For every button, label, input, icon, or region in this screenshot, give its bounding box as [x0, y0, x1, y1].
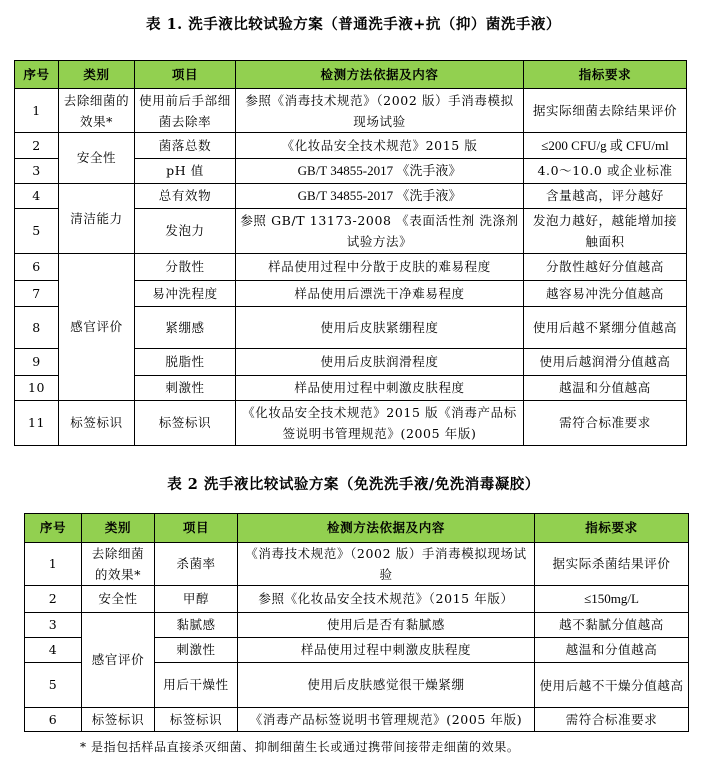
category-cell: 安全性 [59, 133, 135, 184]
method-cell: 参照 GB/T 13173-2008 《表面活性剂 洗涤剂试验方法》 [236, 209, 524, 254]
header-category: 类别 [59, 61, 135, 89]
item-cell: 脱脂性 [135, 349, 236, 376]
header-method: 检测方法依据及内容 [236, 61, 524, 89]
row-no: 1 [15, 89, 59, 133]
requirement-cell: 需符合标准要求 [535, 708, 689, 732]
table1 [14, 60, 687, 446]
requirement-cell: ≤150mg/L [535, 586, 689, 613]
method-cell: 《消毒产品标签说明书管理规范》(2005 年版) [238, 708, 535, 732]
requirement-cell: 分散性越好分值越高 [524, 254, 687, 281]
item-cell: 使用前后手部细菌去除率 [135, 89, 236, 133]
item-cell: 刺激性 [155, 638, 238, 663]
table-row [25, 586, 689, 613]
table2 [24, 513, 689, 732]
row-no: 4 [25, 638, 82, 663]
item-cell: 易冲洗程度 [135, 281, 236, 307]
item-cell: 杀菌率 [155, 543, 238, 586]
table2-title: 表 2 洗手液比较试验方案（免洗洗手液/免洗消毒凝胶） [167, 476, 540, 493]
row-no: 11 [15, 401, 59, 446]
header-item: 项目 [135, 61, 236, 89]
method-cell: 《化妆品安全技术规范》2015 版《消毒产品标签说明书管理规范》(2005 年版) [236, 401, 524, 446]
requirement-cell: 使用后越润滑分值越高 [524, 349, 687, 376]
table-row [25, 543, 689, 586]
category-cell: 去除细菌的效果* [59, 89, 135, 133]
method-cell: 样品使用后漂洗干净难易程度 [236, 281, 524, 307]
method-cell: 使用后皮肤紧绷程度 [236, 307, 524, 349]
item-cell: 标签标识 [135, 401, 236, 446]
row-no: 8 [15, 307, 59, 349]
table2-header-row [25, 514, 689, 543]
row-no: 4 [15, 184, 59, 209]
requirement-cell: 据实际杀菌结果评价 [535, 543, 689, 586]
method-cell: 样品使用过程中刺激皮肤程度 [236, 376, 524, 401]
requirement-cell: 据实际细菌去除结果评价 [524, 89, 687, 133]
row-no: 9 [15, 349, 59, 376]
item-cell: 发泡力 [135, 209, 236, 254]
category-cell: 标签标识 [82, 708, 155, 732]
category-cell: 去除细菌的效果* [82, 543, 155, 586]
method-cell: GB/T 34855-2017 《洗手液》 [236, 184, 524, 209]
header-no: 序号 [25, 514, 82, 543]
item-cell: 刺激性 [135, 376, 236, 401]
table-row [15, 89, 687, 133]
category-cell: 感官评价 [82, 613, 155, 708]
row-no: 3 [15, 159, 59, 184]
requirement-cell: 发泡力越好，越能增加接触面积 [524, 209, 687, 254]
table1-header-row [15, 61, 687, 89]
requirement-cell: 越温和分值越高 [535, 638, 689, 663]
item-cell: 黏腻感 [155, 613, 238, 638]
method-cell: 参照《消毒技术规范》（2002 版）手消毒模拟现场试验 [236, 89, 524, 133]
table-row [15, 401, 687, 446]
row-no: 6 [25, 708, 82, 732]
requirement-cell: ≤200 CFU/g 或 CFU/ml [524, 133, 687, 159]
requirement-cell: 越不黏腻分值越高 [535, 613, 689, 638]
requirement-cell: 使用后越不干燥分值越高 [535, 663, 689, 708]
row-no: 2 [25, 586, 82, 613]
requirement-cell: 需符合标准要求 [524, 401, 687, 446]
table-row [15, 254, 687, 281]
header-item: 项目 [155, 514, 238, 543]
category-cell: 标签标识 [59, 401, 135, 446]
row-no: 7 [15, 281, 59, 307]
item-cell: 分散性 [135, 254, 236, 281]
method-cell: GB/T 34855-2017 《洗手液》 [236, 159, 524, 184]
category-cell: 清洁能力 [59, 184, 135, 254]
table-row [15, 133, 687, 159]
row-no: 5 [25, 663, 82, 708]
row-no: 6 [15, 254, 59, 281]
item-cell: 甲醇 [155, 586, 238, 613]
table-row [25, 708, 689, 732]
footnote: * 是指包括样品直接杀灭细菌、抑制细菌生长或通过携带间接带走细菌的效果。 [80, 740, 520, 754]
item-cell: 菌落总数 [135, 133, 236, 159]
row-no: 10 [15, 376, 59, 401]
requirement-cell: 使用后越不紧绷分值越高 [524, 307, 687, 349]
item-cell: 用后干燥性 [155, 663, 238, 708]
row-no: 1 [25, 543, 82, 586]
row-no: 2 [15, 133, 59, 159]
row-no: 5 [15, 209, 59, 254]
method-cell: 使用后皮肤感觉很干燥紧绷 [238, 663, 535, 708]
method-cell: 样品使用过程中刺激皮肤程度 [238, 638, 535, 663]
category-cell: 感官评价 [59, 254, 135, 401]
header-requirement: 指标要求 [524, 61, 687, 89]
requirement-cell: 越温和分值越高 [524, 376, 687, 401]
table1-title: 表 1. 洗手液比较试验方案（普通洗手液+抗（抑）菌洗手液） [146, 16, 561, 33]
method-cell: 《消毒技术规范》（2002 版）手消毒模拟现场试验 [238, 543, 535, 586]
method-cell: 《化妆品安全技术规范》2015 版 [236, 133, 524, 159]
requirement-cell: 4.0～10.0 或企业标准 [524, 159, 687, 184]
table-row [15, 184, 687, 209]
header-category: 类别 [82, 514, 155, 543]
item-cell: 紧绷感 [135, 307, 236, 349]
item-cell: pH 值 [135, 159, 236, 184]
header-requirement: 指标要求 [535, 514, 689, 543]
method-cell: 使用后皮肤润滑程度 [236, 349, 524, 376]
method-cell: 使用后是否有黏腻感 [238, 613, 535, 638]
method-cell: 参照《化妆品安全技术规范》（2015 年版） [238, 586, 535, 613]
requirement-cell: 越容易冲洗分值越高 [524, 281, 687, 307]
category-cell: 安全性 [82, 586, 155, 613]
header-method: 检测方法依据及内容 [238, 514, 535, 543]
item-cell: 总有效物 [135, 184, 236, 209]
table-row [25, 613, 689, 638]
row-no: 3 [25, 613, 82, 638]
requirement-cell: 含量越高，评分越好 [524, 184, 687, 209]
item-cell: 标签标识 [155, 708, 238, 732]
header-no: 序号 [15, 61, 59, 89]
method-cell: 样品使用过程中分散于皮肤的难易程度 [236, 254, 524, 281]
